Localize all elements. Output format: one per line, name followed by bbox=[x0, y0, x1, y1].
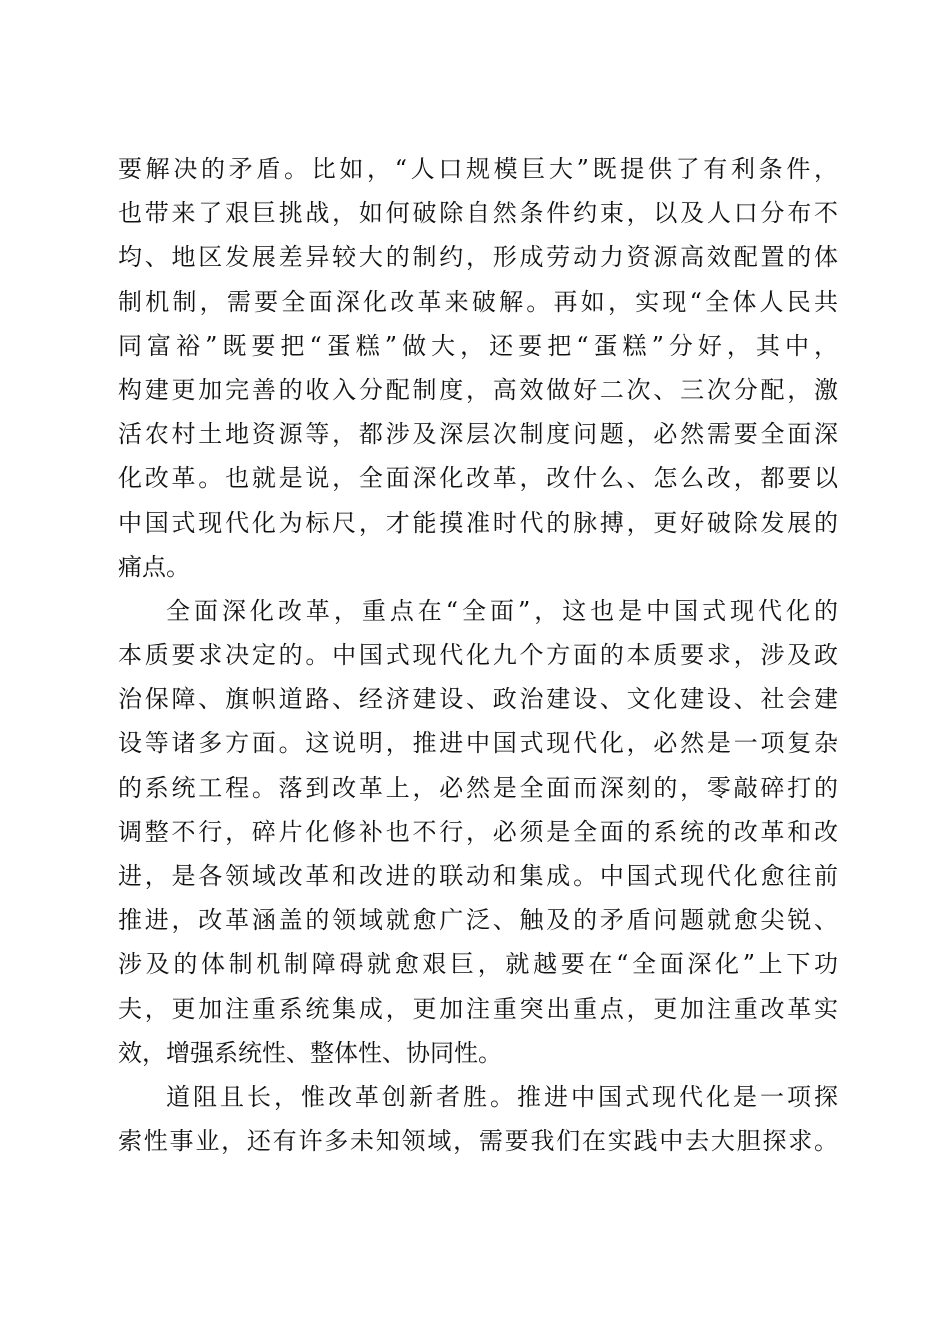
body-text bbox=[118, 147, 838, 1163]
text-line: 均、地区发展差异较大的制约，形成劳动力资源高效配置的体 bbox=[118, 243, 838, 272]
text-line: 的系统工程。落到改革上，必然是全面而深刻的，零敲碎打的 bbox=[118, 773, 838, 802]
text-line: 涉及的体制机制障碍就愈艰巨，就越要在“全面深化”上下功 bbox=[118, 950, 838, 979]
text-line: 进，是各领域改革和改进的联动和集成。中国式现代化愈往前 bbox=[118, 862, 838, 890]
text-line: 构建更加完善的收入分配制度，高效做好二次、三次分配，激 bbox=[118, 375, 838, 404]
text-line: 治保障、旗帜道路、经济建设、政治建设、文化建设、社会建 bbox=[118, 685, 838, 714]
text-line: 活农村土地资源等，都涉及深层次制度问题，必然需要全面深 bbox=[118, 420, 838, 449]
text-line: 痛点。 bbox=[118, 552, 190, 581]
text-line: 要解决的矛盾。比如，“人口规模巨大”既提供了有利条件， bbox=[118, 155, 838, 183]
text-line: 效，增强系统性、整体性、协同性。 bbox=[118, 1038, 502, 1067]
text-line: 夫，更加注重系统集成，更加注重突出重点，更加注重改革实 bbox=[118, 994, 838, 1023]
text-line: 制机制，需要全面深化改革来破解。再如，实现“全体人民共 bbox=[118, 287, 838, 316]
text-line: 同富裕”既要把“蛋糕”做大，还要把“蛋糕”分好，其中， bbox=[118, 331, 838, 360]
text-line: 推进，改革涵盖的领域就愈广泛、触及的矛盾问题就愈尖锐、 bbox=[118, 906, 838, 935]
text-line: 化改革。也就是说，全面深化改革，改什么、怎么改，都要以 bbox=[118, 464, 838, 493]
paragraph-first-line: 全面深化改革，重点在“全面”，这也是中国式现代化的 bbox=[166, 596, 838, 625]
text-line: 索性事业，还有许多未知领域，需要我们在实践中去大胆探求。 bbox=[118, 1127, 838, 1156]
text-line: 设等诸多方面。这说明，推进中国式现代化，必然是一项复杂 bbox=[118, 729, 838, 758]
text-line: 中国式现代化为标尺，才能摸准时代的脉搏，更好破除发展的 bbox=[118, 508, 838, 537]
paragraph-first-line: 道阻且长，惟改革创新者胜。推进中国式现代化是一项探 bbox=[166, 1082, 838, 1111]
text-line: 调整不行，碎片化修补也不行，必须是全面的系统的改革和改 bbox=[118, 817, 838, 846]
text-line: 也带来了艰巨挑战，如何破除自然条件约束，以及人口分布不 bbox=[118, 199, 838, 228]
text-line: 本质要求决定的。中国式现代化九个方面的本质要求，涉及政 bbox=[118, 641, 838, 670]
